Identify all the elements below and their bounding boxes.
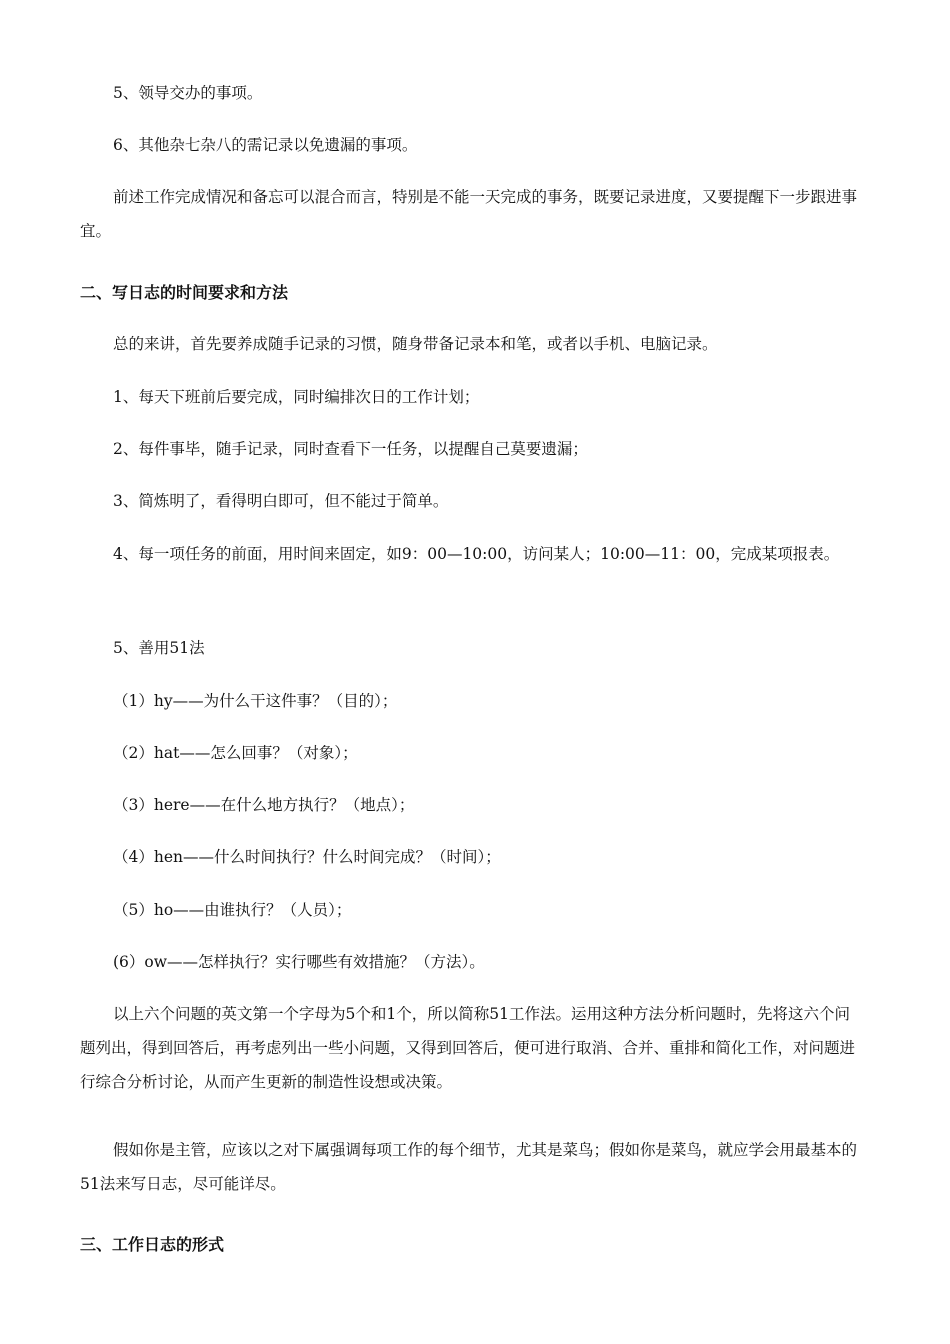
list-item-misc-tasks: 6、其他杂七杂八的需记录以免遗漏的事项。 (113, 136, 418, 154)
paragraph-section2-intro: 总的来讲，首先要养成随手记录的习惯，随身带备记录本和笔，或者以手机、电脑记录。 (113, 335, 718, 353)
paragraph-manager-advice: 假如你是主管，应该以之对下属强调每项工作的每个细节，尤其是菜鸟；假如你是菜鸟，就应学会用最基本的51法来写日志，尽可能详尽。 (80, 1141, 858, 1193)
list-item-record-each: 2、每件事毕，随手记录，同时查看下一任务，以提醒自己莫要遗漏； (113, 440, 588, 458)
list-item-who: （5）ho——由谁执行？（人员）； (113, 901, 352, 919)
list-item-how: (6）ow——怎样执行？实行哪些有效措施？（方法）。 (113, 953, 485, 971)
list-item-why: （1）hy——为什么干这件事？（目的）； (113, 692, 398, 710)
list-item-51-method: 5、善用51法 (113, 639, 205, 657)
list-item-when: （4）hen——什么时间执行？什么时间完成？（时间）； (113, 848, 501, 866)
list-item-concise: 3、简炼明了，看得明白即可，但不能过于简单。 (113, 492, 449, 510)
section-heading-time-methods: 二、写日志的时间要求和方法 (80, 283, 289, 302)
list-item-what: （2）hat——怎么回事？（对象）； (113, 744, 358, 762)
list-item-daily-finish: 1、每天下班前后要完成，同时编排次日的工作计划； (113, 388, 480, 406)
list-item-where: （3）here——在什么地方执行？（地点）； (113, 796, 415, 814)
section-heading-log-forms: 三、工作日志的形式 (80, 1235, 225, 1254)
list-item-leader-tasks: 5、领导交办的事项。 (113, 84, 263, 102)
list-item-time-fixed: 4、每一项任务的前面，用时间来固定，如9：00—10:00，访问某人；10:00—11：00，完成某项报表。 (113, 545, 840, 563)
paragraph-51-explanation: 以上六个问题的英文第一个字母为5个和1个，所以简称51工作法。运用这种方法分析问题时，先将这六个问题列出，得到回答后，再考虑列出一些小问题，又得到回答后，便可进行取消、合并、重排和简化工作，对问题进行综合分析讨论，从而产生更新的制造性设想或决策。 (80, 1005, 856, 1091)
paragraph-mixed-notes: 前述工作完成情况和备忘可以混合而言，特别是不能一天完成的事务，既要记录进度，又要提醒下一步跟进事宜。 (80, 188, 858, 240)
